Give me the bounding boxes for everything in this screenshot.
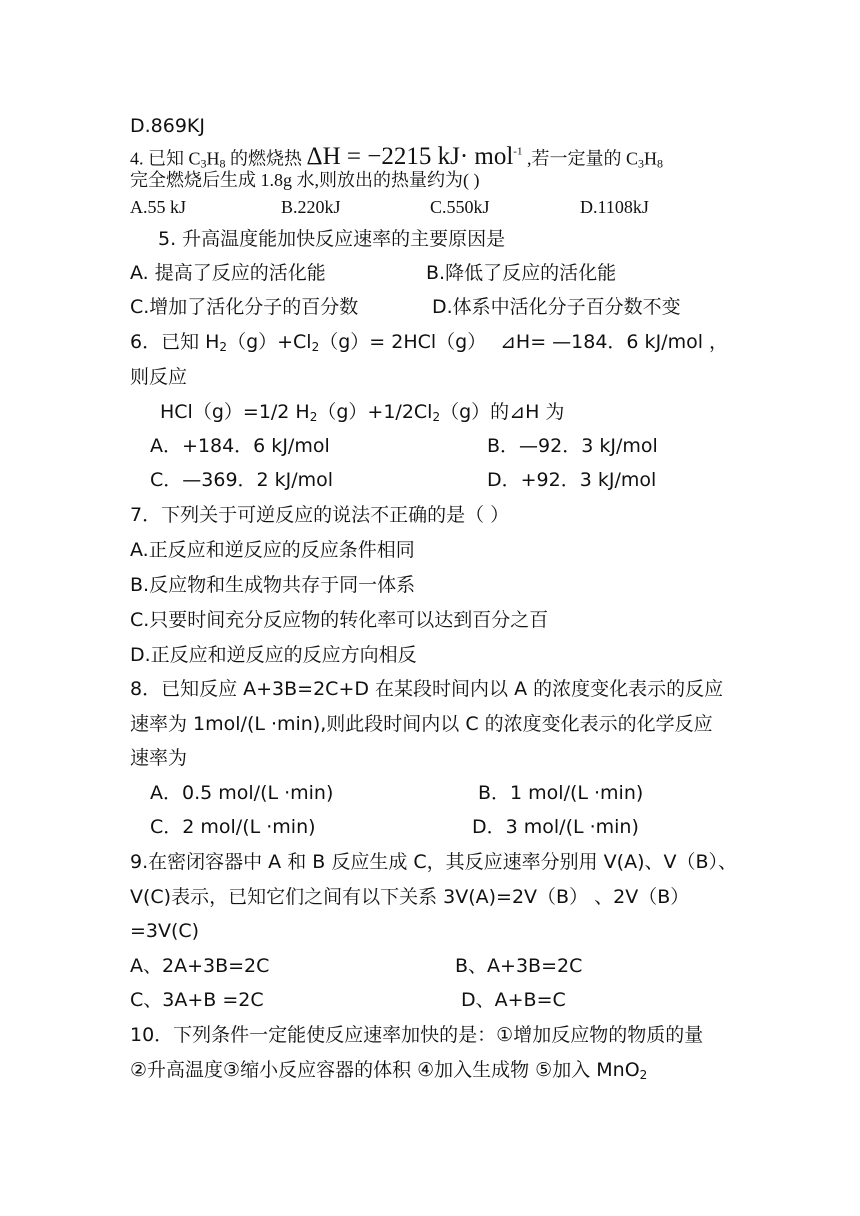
q6-enthalpy: ⊿H= —184．6 kJ/mol ，	[500, 331, 729, 353]
q5-option-b: B.降低了反应的活化能	[426, 262, 617, 284]
q9-stem-line1: 9.在密闭容器中 A 和 B 反应生成 C，其反应速率分别用 V(A)、V（B）、	[130, 851, 738, 873]
q9-option-a: A、2A+3B=2C	[130, 955, 270, 977]
q9-stem-line3: =3V(C)	[130, 920, 200, 942]
q7-option-b: B.反应物和生成物共存于同一体系	[130, 574, 416, 596]
q7-option-a: A.正反应和逆反应的反应条件相同	[130, 539, 415, 561]
q5-stem: 5. 升高温度能加快反应速率的主要原因是	[158, 228, 506, 250]
q10-stem-line1: 10．下列条件一定能使反应速率加快的是：①增加反应物的物质的量	[130, 1024, 704, 1046]
q4-stem-line2: 完全燃烧后生成 1.8g 水,则放出的热量约为( )	[130, 170, 480, 190]
q8-option-d: D．3 mol/(L ·min)	[472, 816, 639, 838]
q7-option-d: D.正反应和逆反应的反应方向相反	[130, 644, 417, 666]
q4-option-d: D.1108kJ	[580, 197, 649, 217]
q7-stem: 7．下列关于可逆反应的说法不正确的是（ ）	[130, 504, 510, 526]
prev-option-d: D.869KJ	[130, 115, 205, 137]
q4-enthalpy-formula: ΔH = −2215 kJ· mol$^{-1}$	[306, 143, 523, 171]
q6-reaction: HCl（g）=1/2 $H_2(g)+1/2Cl_2(g)$的⊿H 为	[160, 401, 565, 424]
q9-option-c: C、3A+B =2C	[130, 989, 264, 1011]
q6-stem-line1: 6．已知 $H_2(g)+Cl_2(g)= 2HCl(g)$	[130, 331, 487, 354]
q5-option-c: C.增加了活化分子的百分数	[130, 296, 359, 318]
q5-option-d: D.体系中活化分子百分数不变	[432, 296, 681, 318]
q4-stem-line1: 4. 已知 $C_3H_8$ 的燃烧热 ΔH = −2215 kJ· mol$^{-1}$ ,若一定量的 $C_3H_8$	[130, 143, 663, 171]
q8-option-b: B．1 mol/(L ·min)	[478, 782, 644, 804]
q6-option-c: C．—369．2 kJ/mol	[150, 469, 334, 491]
q8-option-c: C．2 mol/(L ·min)	[150, 816, 316, 838]
q9-option-d: D、A+B=C	[461, 989, 566, 1011]
q4-text-1: 已知 C	[148, 148, 201, 169]
q4-number: 4.	[130, 148, 144, 169]
q5-option-a: A. 提高了反应的活化能	[130, 262, 326, 284]
q8-option-a: A．0.5 mol/(L ·min)	[150, 782, 334, 804]
q6-option-b: B．—92．3 kJ/mol	[487, 435, 658, 457]
q8-stem-line2: 速率为 1mol/(L ·min),则此段时间内以 C 的浓度变化表示的化学反应	[130, 713, 713, 735]
q4-option-c: C.550kJ	[430, 197, 490, 217]
q9-option-b: B、A+3B=2C	[455, 955, 583, 977]
q7-option-c: C.只要时间充分反应物的转化率可以达到百分之百	[130, 609, 549, 631]
q6-option-a: A．+184．6 kJ/mol	[150, 435, 330, 457]
q6-stem-line2: 则反应	[130, 366, 188, 388]
q4-option-a: A.55 kJ	[130, 197, 187, 217]
q10-stem-line2: ②升高温度③缩小反应容器的体积 ④加入生成物 ⑤加入 MnO$_2$	[130, 1059, 648, 1082]
q9-stem-line2: V(C)表示，已知它们之间有以下关系 3V(A)=2V（B） 、2V（B）	[130, 886, 690, 908]
q8-stem-line3: 速率为	[130, 747, 188, 769]
q4-option-b: B.220kJ	[281, 197, 341, 217]
q6-option-d: D．+92．3 kJ/mol	[487, 469, 657, 491]
q8-stem-line1: 8．已知反应 A+3B=2C+D 在某段时间内以 A 的浓度变化表示的反应	[130, 678, 724, 700]
